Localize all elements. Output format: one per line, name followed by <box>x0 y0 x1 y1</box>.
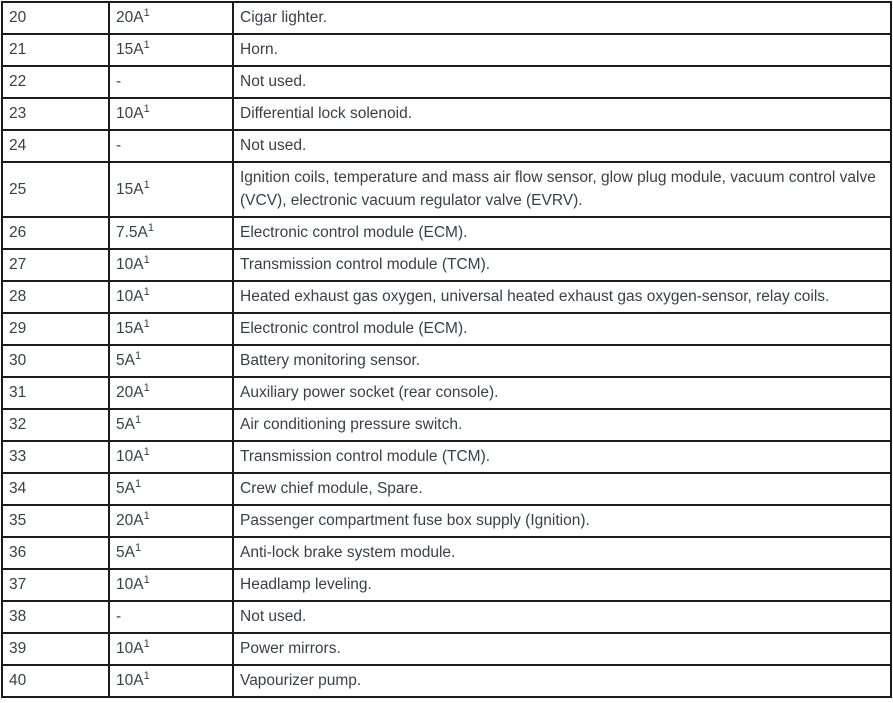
fuse-number: 27 <box>9 256 27 273</box>
amp-rating-cell <box>109 217 233 249</box>
amp-footnote-marker: 1 <box>143 6 150 19</box>
fuse-number-cell <box>2 98 109 130</box>
fuse-description: Passenger compartment fuse box supply (Ignition). <box>240 512 590 529</box>
fuse-table-row <box>2 473 891 505</box>
description-cell <box>233 162 891 217</box>
amp-rating: 5A <box>116 416 135 433</box>
fuse-number: 40 <box>9 672 27 689</box>
description-cell <box>233 377 891 409</box>
fuse-number: 36 <box>9 544 27 561</box>
fuse-description: Transmission control module (TCM). <box>240 448 491 465</box>
amp-footnote-marker: 1 <box>143 509 150 522</box>
amp-rating-cell <box>109 34 233 66</box>
description-cell <box>233 217 891 249</box>
amp-rating: 5A <box>116 480 135 497</box>
fuse-description: Battery monitoring sensor. <box>240 352 421 369</box>
description-cell <box>233 601 891 633</box>
fuse-table-row <box>2 409 891 441</box>
amp-rating-cell <box>109 441 233 473</box>
fuse-table-row <box>2 505 891 537</box>
amp-rating-cell <box>109 66 233 98</box>
amp-rating-cell <box>109 505 233 537</box>
fuse-description: Ignition coils, temperature and mass air flow sensor, glow plug module, vacuum control valve (VCV), electronic vacuum regulator valve (EVRV). <box>240 169 876 209</box>
amp-footnote-marker: 1 <box>143 669 150 682</box>
fuse-number: 32 <box>9 416 27 433</box>
amp-rating: 10A <box>116 256 144 273</box>
amp-footnote-marker: 1 <box>134 413 142 426</box>
description-cell <box>233 345 891 377</box>
fuse-number-cell <box>2 601 109 633</box>
fuse-table-row <box>2 217 891 249</box>
amp-rating-cell <box>109 313 233 345</box>
fuse-description: Vapourizer pump. <box>240 672 362 689</box>
amp-footnote-marker: 1 <box>143 253 150 266</box>
amp-rating: 20A <box>116 384 144 401</box>
fuse-description: Electronic control module (ECM). <box>240 224 468 241</box>
fuse-table-row <box>2 313 891 345</box>
fuse-table-row <box>2 162 891 217</box>
amp-rating-cell <box>109 665 233 697</box>
fuse-description: Power mirrors. <box>240 640 341 657</box>
amp-rating-cell <box>109 473 233 505</box>
fuse-description: Not used. <box>240 608 307 625</box>
fuse-number-cell <box>2 569 109 601</box>
amp-rating: 5A <box>116 544 135 561</box>
amp-rating: 10A <box>116 105 144 122</box>
description-cell <box>233 569 891 601</box>
amp-rating-cell <box>109 601 233 633</box>
fuse-description: Auxiliary power socket (rear console). <box>240 384 499 401</box>
fuse-number-cell <box>2 377 109 409</box>
fuse-table-row <box>2 345 891 377</box>
fuse-number: 26 <box>9 224 27 241</box>
amp-rating-cell <box>109 249 233 281</box>
fuse-table-row <box>2 130 891 162</box>
fuse-number: 30 <box>9 352 27 369</box>
description-cell <box>233 537 891 569</box>
amp-rating: 20A <box>116 512 144 529</box>
description-cell <box>233 473 891 505</box>
amp-footnote-marker: 1 <box>134 349 142 362</box>
fuse-number-cell <box>2 473 109 505</box>
fuse-table-row <box>2 633 891 665</box>
amp-rating-cell <box>109 281 233 313</box>
fuse-number-cell <box>2 537 109 569</box>
amp-rating: 5A <box>116 352 135 369</box>
amp-footnote-marker: 1 <box>143 445 150 458</box>
amp-rating-cell <box>109 377 233 409</box>
fuse-number-cell <box>2 665 109 697</box>
fuse-number: 29 <box>9 320 27 337</box>
fuse-table-row <box>2 441 891 473</box>
fuse-description: Not used. <box>240 73 307 90</box>
amp-rating: 15A <box>116 41 144 58</box>
description-cell <box>233 2 891 34</box>
description-cell <box>233 313 891 345</box>
fuse-description: Transmission control module (TCM). <box>240 256 491 273</box>
amp-rating: 10A <box>116 672 144 689</box>
amp-footnote-marker: 1 <box>143 102 150 115</box>
fuse-number-cell <box>2 130 109 162</box>
amp-footnote-marker: 1 <box>143 381 150 394</box>
fuse-number-cell <box>2 313 109 345</box>
description-cell <box>233 281 891 313</box>
fuse-number-cell <box>2 409 109 441</box>
fuse-number: 24 <box>9 137 27 154</box>
fuse-description: Cigar lighter. <box>240 9 328 26</box>
fuse-description: Horn. <box>240 41 278 58</box>
fuse-number: 38 <box>9 608 27 625</box>
fuse-description: Air conditioning pressure switch. <box>240 416 463 433</box>
fuse-number-cell <box>2 2 109 34</box>
fuse-number-cell <box>2 633 109 665</box>
fuse-number: 33 <box>9 448 27 465</box>
amp-rating: 20A <box>116 9 144 26</box>
fuse-description: Anti-lock brake system module. <box>240 544 456 561</box>
description-cell <box>233 34 891 66</box>
fuse-table-row <box>2 34 891 66</box>
amp-rating: - <box>116 608 122 625</box>
description-cell <box>233 505 891 537</box>
description-cell <box>233 66 891 98</box>
amp-rating-cell <box>109 633 233 665</box>
amp-footnote-marker: 1 <box>134 477 142 490</box>
description-cell <box>233 409 891 441</box>
fuse-table-row <box>2 249 891 281</box>
fuse-number: 28 <box>9 288 27 305</box>
description-cell <box>233 633 891 665</box>
fuse-number: 20 <box>9 9 27 26</box>
fuse-table-row <box>2 537 891 569</box>
amp-rating-cell <box>109 569 233 601</box>
amp-rating: 10A <box>116 448 144 465</box>
amp-rating: 7.5A <box>116 224 148 241</box>
amp-rating: 10A <box>116 576 144 593</box>
amp-rating-cell <box>109 162 233 217</box>
description-cell <box>233 249 891 281</box>
fuse-number: 39 <box>9 640 27 657</box>
description-cell <box>233 441 891 473</box>
fuse-table-row <box>2 377 891 409</box>
fuse-number-cell <box>2 162 109 217</box>
fuse-description: Crew chief module, Spare. <box>240 480 423 497</box>
amp-footnote-marker: 1 <box>143 38 150 51</box>
amp-footnote-marker: 1 <box>143 637 150 650</box>
amp-footnote-marker: 1 <box>143 178 150 191</box>
amp-rating-cell <box>109 409 233 441</box>
amp-footnote-marker: 1 <box>134 541 142 554</box>
fuse-table-row <box>2 665 891 697</box>
amp-rating-cell <box>109 98 233 130</box>
amp-rating: 15A <box>116 320 144 337</box>
fuse-number: 21 <box>9 41 27 58</box>
fuse-description: Heated exhaust gas oxygen, universal heated exhaust gas oxygen-sensor, relay coils. <box>240 288 830 305</box>
fuse-number-cell <box>2 345 109 377</box>
fuse-number: 37 <box>9 576 27 593</box>
fuse-number: 34 <box>9 480 27 497</box>
description-cell <box>233 130 891 162</box>
fuse-number-cell <box>2 217 109 249</box>
fuse-number-cell <box>2 281 109 313</box>
fuse-number-cell <box>2 249 109 281</box>
fuse-table-row <box>2 2 891 34</box>
amp-rating: - <box>116 137 122 154</box>
fuse-number: 22 <box>9 73 27 90</box>
amp-footnote-marker: 1 <box>147 221 155 234</box>
fuse-description: Electronic control module (ECM). <box>240 320 468 337</box>
fuse-table-row <box>2 66 891 98</box>
amp-footnote-marker: 1 <box>143 285 150 298</box>
fuse-number: 23 <box>9 105 27 122</box>
fuse-description: Headlamp leveling. <box>240 576 372 593</box>
fuse-description: Not used. <box>240 137 307 154</box>
description-cell <box>233 98 891 130</box>
amp-rating: 15A <box>116 180 144 198</box>
fuse-table-row <box>2 601 891 633</box>
amp-rating-cell <box>109 130 233 162</box>
amp-rating-cell <box>109 537 233 569</box>
fuse-table-row <box>2 98 891 130</box>
fuse-number: 31 <box>9 384 27 401</box>
fuse-number: 35 <box>9 512 27 529</box>
fuse-number-cell <box>2 505 109 537</box>
fuse-table-body <box>2 2 891 697</box>
amp-rating: 10A <box>116 640 144 657</box>
amp-footnote-marker: 1 <box>143 573 150 586</box>
fuse-table-row <box>2 281 891 313</box>
fuse-table-row <box>2 569 891 601</box>
fuse-number-cell <box>2 66 109 98</box>
amp-rating-cell <box>109 345 233 377</box>
fuse-number-cell <box>2 441 109 473</box>
fuse-table <box>1 1 892 698</box>
amp-rating: - <box>116 73 122 90</box>
fuse-number: 25 <box>9 180 27 198</box>
amp-rating: 10A <box>116 288 144 305</box>
amp-rating-cell <box>109 2 233 34</box>
description-cell <box>233 665 891 697</box>
fuse-number-cell <box>2 34 109 66</box>
amp-footnote-marker: 1 <box>143 317 150 330</box>
fuse-description: Differential lock solenoid. <box>240 105 413 122</box>
